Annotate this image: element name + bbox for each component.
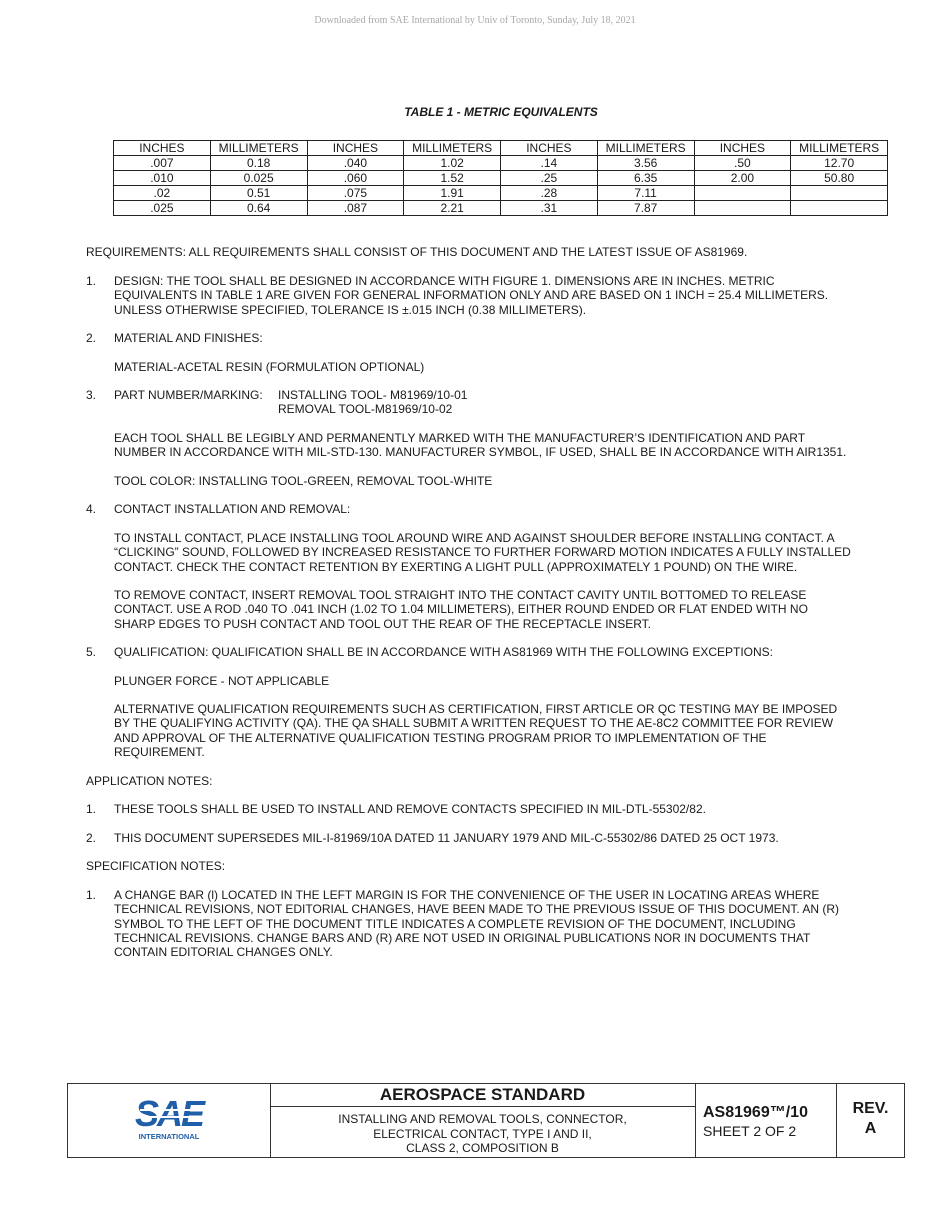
- table-cell: [694, 186, 791, 201]
- table-header-cell: MILLIMETERS: [597, 141, 694, 156]
- specification-notes-heading: SPECIFICATION NOTES:: [86, 859, 226, 873]
- table-cell: .040: [307, 156, 404, 171]
- removal-tool-pn: REMOVAL TOOL-M81969/10-02: [278, 402, 453, 417]
- table-cell: .31: [501, 201, 598, 216]
- revision-value: A: [864, 1120, 877, 1137]
- document-subtitle: [270, 1107, 695, 1156]
- metric-equivalents-table: [113, 140, 888, 216]
- table-header-cell: MILLIMETERS: [210, 141, 307, 156]
- text-line: CONTACT. CHECK THE CONTACT RETENTION BY EXERTING A LIGHT PULL (APPROXIMATELY 1 POUND) ON THE WIRE.: [114, 559, 798, 574]
- text-line: CONTAIN EDITORIAL CHANGES ONLY.: [114, 945, 333, 960]
- table-cell: 12.70: [791, 156, 888, 171]
- text-line: DESIGN: THE TOOL SHALL BE DESIGNED IN ACCORDANCE WITH FIGURE 1. DIMENSIONS ARE IN INCHES. METRIC: [114, 274, 775, 288]
- section-number: 5.: [86, 645, 97, 659]
- table-row: [114, 156, 888, 171]
- table-header-cell: INCHES: [694, 141, 791, 156]
- table-cell: 0.64: [210, 201, 307, 216]
- note-number: 2.: [86, 831, 97, 845]
- table-header-cell: INCHES: [114, 141, 211, 156]
- text-line: A CHANGE BAR (l) LOCATED IN THE LEFT MARGIN IS FOR THE CONVENIENCE OF THE USER IN LOCATING AREAS WHERE: [114, 888, 820, 902]
- table-cell: 1.02: [404, 156, 501, 171]
- table-cell: .50: [694, 156, 791, 171]
- text-line: UNLESS OTHERWISE SPECIFIED, TOLERANCE IS ±.015 INCH (0.38 MILLIMETERS).: [114, 302, 587, 317]
- table-cell: 0.025: [210, 171, 307, 186]
- requirements-statement: REQUIREMENTS: ALL REQUIREMENTS SHALL CONSIST OF THIS DOCUMENT AND THE LATEST ISSUE OF AS81969.: [86, 245, 748, 259]
- material-text: MATERIAL-ACETAL RESIN (FORMULATION OPTIONAL): [114, 360, 425, 374]
- text-line: TO REMOVE CONTACT, INSERT REMOVAL TOOL STRAIGHT INTO THE CONTACT CAVITY UNTIL BOTTOMED TO RELEASE: [114, 588, 807, 602]
- tool-color-text: TOOL COLOR: INSTALLING TOOL-GREEN, REMOVAL TOOL-WHITE: [114, 474, 493, 488]
- part-number-label: PART NUMBER/MARKING:: [114, 388, 263, 402]
- table-cell: .010: [114, 171, 211, 186]
- subtitle-line: ELECTRICAL CONTACT, TYPE I AND II,: [373, 1126, 592, 1141]
- table-row: [114, 201, 888, 216]
- revision-cell: [836, 1084, 905, 1158]
- table-cell: 7.87: [597, 201, 694, 216]
- subtitle-line: CLASS 2, COMPOSITION B: [406, 1141, 559, 1155]
- table-header-cell: INCHES: [501, 141, 598, 156]
- table-row: [114, 171, 888, 186]
- text-line: EQUIVALENTS IN TABLE 1 ARE GIVEN FOR GENERAL INFORMATION ONLY AND ARE BASED ON 1 INCH = 25.4 MILLIMETERS.: [114, 288, 829, 303]
- table-header-cell: MILLIMETERS: [404, 141, 501, 156]
- table-cell: 0.51: [210, 186, 307, 201]
- table-cell: 1.52: [404, 171, 501, 186]
- table-cell: 2.21: [404, 201, 501, 216]
- logo-cell: [68, 1084, 271, 1158]
- text-line: TO INSTALL CONTACT, PLACE INSTALLING TOOL AROUND WIRE AND AGAINST SHOULDER BEFORE INSTALLING CONTACT. A: [114, 531, 835, 545]
- section-heading: QUALIFICATION: QUALIFICATION SHALL BE IN ACCORDANCE WITH AS81969 WITH THE FOLLOWING EXCEPTIONS:: [114, 645, 774, 659]
- table-cell: 0.18: [210, 156, 307, 171]
- table-cell: 7.11: [597, 186, 694, 201]
- remove-paragraph: [114, 588, 889, 631]
- section-number: 1.: [86, 274, 97, 288]
- table-cell: .25: [501, 171, 598, 186]
- section-number: 3.: [86, 388, 97, 402]
- table-cell: .025: [114, 201, 211, 216]
- table-cell: 3.56: [597, 156, 694, 171]
- text-line: “CLICKING” SOUND, FOLLOWED BY INCREASED RESISTANCE TO FURTHER FORWARD MOTION INDICATES A FULLY INSTALLED: [114, 545, 851, 560]
- table-cell: 2.00: [694, 171, 791, 186]
- alternative-paragraph: [114, 702, 889, 759]
- title-cell: [270, 1084, 696, 1158]
- note-text: THESE TOOLS SHALL BE USED TO INSTALL AND REMOVE CONTACTS SPECIFIED IN MIL-DTL-55302/82.: [114, 802, 706, 816]
- table-header-row: [114, 141, 888, 156]
- table-header-cell: MILLIMETERS: [791, 141, 888, 156]
- note-number: 1.: [86, 888, 97, 902]
- install-paragraph: [114, 531, 889, 574]
- sae-logo-mark: SAE: [134, 1093, 204, 1134]
- table-row: [114, 186, 888, 201]
- section-heading: MATERIAL AND FINISHES:: [114, 331, 263, 345]
- table-cell: .28: [501, 186, 598, 201]
- subtitle-line: INSTALLING AND REMOVAL TOOLS, CONNECTOR,: [338, 1112, 627, 1126]
- text-line: ALTERNATIVE QUALIFICATION REQUIREMENTS SUCH AS CERTIFICATION, FIRST ARTICLE OR QC TESTING MAY BE IMPOSED: [114, 702, 838, 716]
- table-cell: 50.80: [791, 171, 888, 186]
- text-line: REQUIREMENT.: [114, 744, 205, 759]
- table-cell: .14: [501, 156, 598, 171]
- table-cell: .007: [114, 156, 211, 171]
- table-cell: 6.35: [597, 171, 694, 186]
- text-line: AND APPROVAL OF THE ALTERNATIVE QUALIFICATION TESTING PROGRAM PRIOR TO IMPLEMENTATION OF THE: [114, 730, 767, 745]
- text-line: SYMBOL TO THE LEFT OF THE DOCUMENT TITLE INDICATES A COMPLETE REVISION OF THE DOCUMENT, INCLUDING: [114, 916, 796, 931]
- table-title: TABLE 1 - METRIC EQUIVALENTS: [404, 105, 598, 119]
- table-cell: .075: [307, 186, 404, 201]
- application-notes-heading: APPLICATION NOTES:: [86, 774, 213, 788]
- sae-logo-subtitle: INTERNATIONAL: [138, 1132, 200, 1141]
- text-line: BY THE QUALIFYING ACTIVITY (QA). THE QA SHALL SUBMIT A WRITTEN REQUEST TO THE AE-8C2 COMMITTEE FOR REVIEW: [114, 716, 834, 731]
- sae-logo: [68, 1084, 270, 1158]
- document-number-cell: [695, 1084, 837, 1158]
- text-line: TECHNICAL REVISIONS. CHANGE BARS AND (R) ARE NOT USED IN ORIGINAL PUBLICATIONS NOR IN DOCUMENTS THAT: [114, 930, 811, 945]
- document-number: AS81969™/10: [703, 1104, 808, 1121]
- text-line: NUMBER IN ACCORDANCE WITH MIL-STD-130. MANUFACTURER SYMBOL, IF USED, SHALL BE IN ACCORDANCE WITH AIR1351.: [114, 445, 847, 460]
- section-number: 4.: [86, 502, 97, 516]
- section-number: 2.: [86, 331, 97, 345]
- installing-tool-pn: INSTALLING TOOL- M81969/10-01: [278, 388, 468, 402]
- text-line: SHARP EDGES TO PUSH CONTACT AND TOOL OUT THE REAR OF THE RECEPTACLE INSERT.: [114, 616, 652, 631]
- table-header-cell: INCHES: [307, 141, 404, 156]
- title-block: [67, 1083, 905, 1158]
- note-number: 1.: [86, 802, 97, 816]
- table-cell: 1.91: [404, 186, 501, 201]
- table-cell: .02: [114, 186, 211, 201]
- table-cell: .060: [307, 171, 404, 186]
- table-cell: [791, 186, 888, 201]
- note-text: THIS DOCUMENT SUPERSEDES MIL-I-81969/10A DATED 11 JANUARY 1979 AND MIL-C-55302/86 DATED 25 OCT 1973.: [114, 831, 779, 845]
- marking-paragraph: [114, 431, 889, 460]
- section-heading: CONTACT INSTALLATION AND REMOVAL:: [114, 502, 351, 516]
- text-line: CONTACT. USE A ROD .040 TO .041 INCH (1.02 TO 1.04 MILLIMETERS), EITHER ROUND ENDED OR FLAT ENDED WITH NO: [114, 602, 808, 617]
- text-line: TECHNICAL REVISIONS, NOT EDITORIAL CHANGES, HAVE BEEN MADE TO THE PREVIOUS ISSUE OF THIS DOCUMENT. AN (R): [114, 902, 840, 917]
- revision-label: REV.: [852, 1100, 889, 1117]
- table-cell: [694, 201, 791, 216]
- table-cell: [791, 201, 888, 216]
- standard-title: AEROSPACE STANDARD: [270, 1084, 695, 1107]
- text-line: EACH TOOL SHALL BE LEGIBLY AND PERMANENTLY MARKED WITH THE MANUFACTURER’S IDENTIFICATION AND PART: [114, 431, 806, 445]
- download-watermark: Downloaded from SAE International by Univ of Toronto, Sunday, July 18, 2021: [314, 15, 636, 26]
- sheet-number: SHEET 2 OF 2: [703, 1123, 797, 1139]
- table-cell: .087: [307, 201, 404, 216]
- plunger-text: PLUNGER FORCE - NOT APPLICABLE: [114, 674, 330, 688]
